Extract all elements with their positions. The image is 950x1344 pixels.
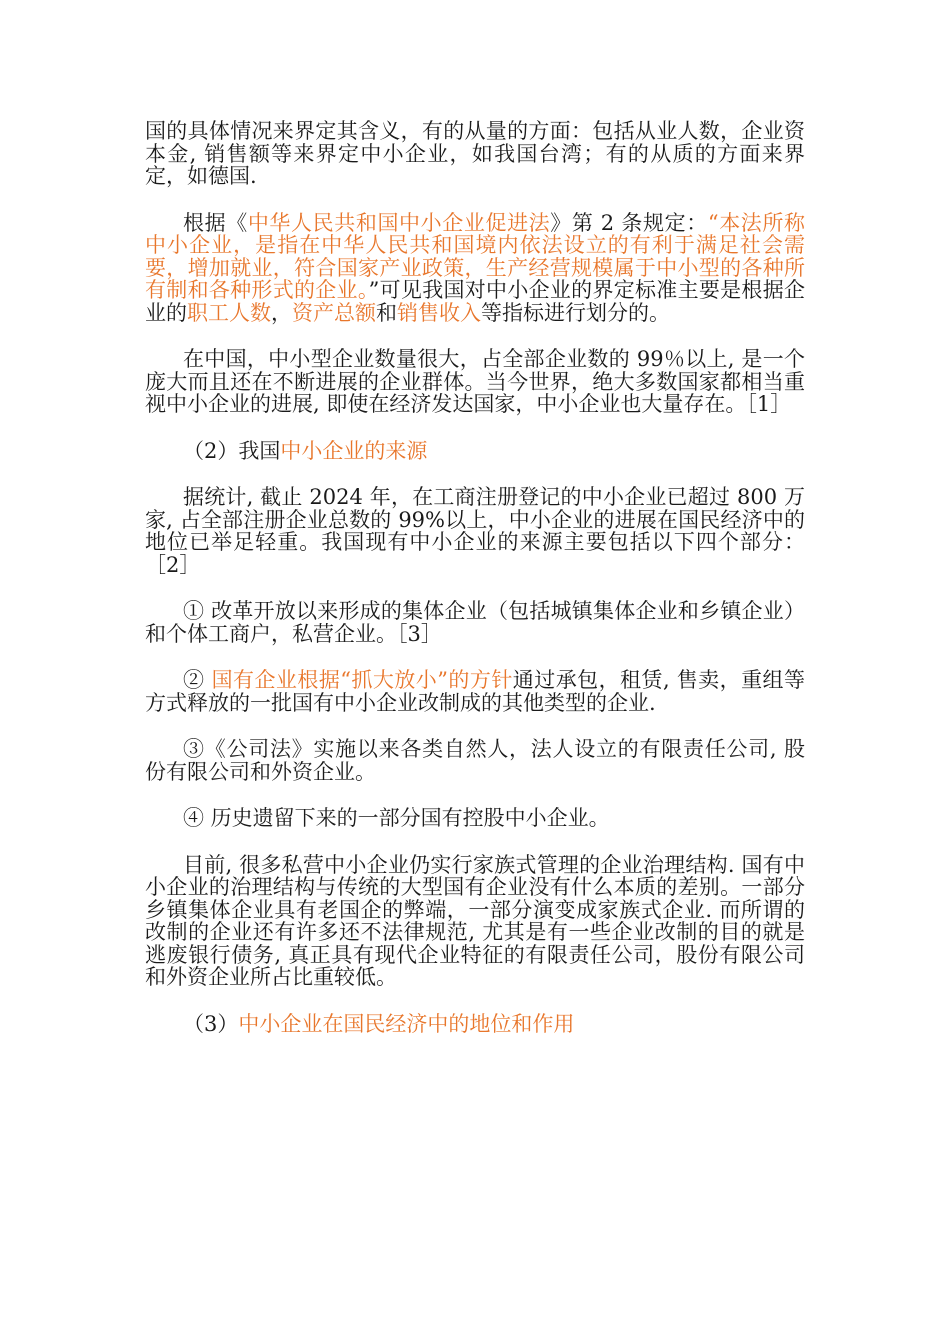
paragraph-china-sme-scale: 在中国，中小型企业数量很大，占全部企业数的 99％以上, 是一个庞大而且还在不断进展的企业群体。当今世界，绝大多数国家都相当重视中小企业的进展, 即使在经济发达国家，中小企业也大量存在。［1］ xyxy=(145,347,805,416)
heading-link[interactable]: 中小企业在国民经济中的地位和作用 xyxy=(238,1011,575,1036)
text-segment: 等指标进行划分的。 xyxy=(481,300,670,325)
heading-prefix: （3） xyxy=(183,1011,239,1036)
text-segment: ， xyxy=(271,300,292,325)
heading-link[interactable]: 中小企业的来源 xyxy=(280,438,428,463)
paragraph-statistics: 据统计, 截止 2024 年，在工商注册登记的中小企业已超过 800 万家, 占全部注册企业总数的 99%以上，中小企业的进展在国民经济中的地位已举足轻重。我国现有中小企业的来源主要包括以下四个部分：［2］ xyxy=(145,485,805,577)
list-item-2 xyxy=(145,669,805,714)
law-name-link[interactable]: 中华人民共和国中小企业促进法 xyxy=(247,210,551,235)
text-segment: 根据《 xyxy=(183,210,248,235)
text-segment: ”可见我国对中小企业的界定标准主要是根据企业的 xyxy=(145,278,805,325)
law-quote-highlight[interactable]: “本法所称中小企业，是指在中华人民共和国境内依法设立的有利于满足社会需要，增加就业，符合国家产业政策，生产经营规模属于中小型的各种所有制和各种形式的企业。 xyxy=(145,210,806,302)
policy-link[interactable]: 国有企业根据“抓大放小”的方针 xyxy=(211,668,513,692)
total-assets-link[interactable]: 资产总额 xyxy=(292,300,376,325)
document-page xyxy=(145,120,805,1059)
section-heading-2 xyxy=(145,440,805,463)
list-item-3: ③《公司法》实施以来各类自然人，法人设立的有限责任公司, 股份有限公司和外资企业。 xyxy=(145,737,805,784)
section-heading-3 xyxy=(145,1013,805,1036)
paragraph-legal-definition xyxy=(145,212,805,325)
list-item-1: ① 改革开放以来形成的集体企业（包括城镇集体企业和乡镇企业）和个体工商户，私营企业。［3］ xyxy=(145,599,805,646)
list-item-4: ④ 历史遗留下来的一部分国有控股中小企业。 xyxy=(183,806,610,830)
text-segment: 和 xyxy=(376,300,397,325)
text-segment: 》第 2 条规定： xyxy=(550,210,708,235)
employee-count-link[interactable]: 职工人数 xyxy=(187,300,271,325)
item-rest: 通过承包，租赁, 售卖，重组等方式释放的一批国有中小企业改制成的其他类型的企业. xyxy=(145,668,805,715)
sales-revenue-link[interactable]: 销售收入 xyxy=(397,300,481,325)
paragraph-governance: 目前, 很多私营中小企业仍实行家族式管理的企业治理结构. 国有中小企业的治理结构与传统的大型国有企业没有什么本质的差别。一部分乡镇集体企业具有老国企的弊端，一部分演变成家族式企业. 而所谓的改制的企业还有许多还不法律规范, 尤其是有一些企业改制的目的就是逃废银行债务, 真正具有现代企业特征的有限责任公司，股份有限公司和外资企业所占比重较低。 xyxy=(145,852,805,989)
heading-prefix: （2）我国 xyxy=(183,438,281,463)
paragraph-definition-intro: 国的具体情况来界定其含义，有的从量的方面：包括从业人数，企业资本金, 销售额等来界定中小企业，如我国台湾；有的从质的方面来界定，如德国. xyxy=(145,119,805,188)
item-prefix: ② xyxy=(183,668,212,692)
